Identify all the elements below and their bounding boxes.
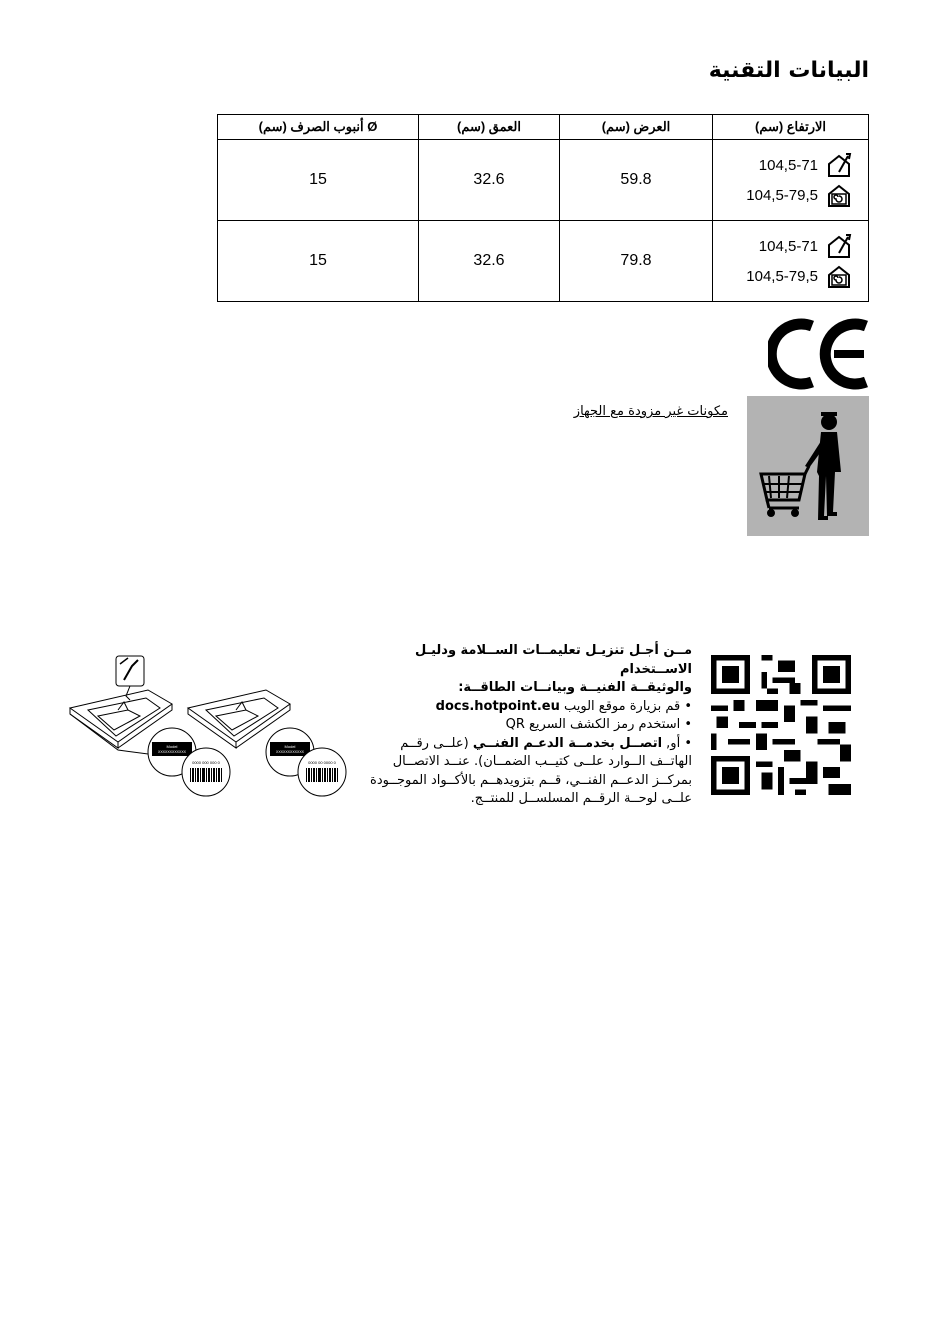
header-depth: العمق (سم) [419, 115, 560, 140]
header-pipe: Ø أنبوب الصرف (سم) [218, 115, 419, 140]
height-extractor-value: 104,5-71 [758, 237, 818, 255]
label-2-brand: Model [284, 744, 296, 749]
header-height: الارتفاع (سم) [713, 115, 869, 140]
cell-depth: 32.6 [419, 140, 560, 221]
label-1-serial: 0000 000 000 0 [192, 760, 220, 765]
label-1-code: XXXXXXXXXXXX [157, 750, 187, 754]
filter-mode-icon [826, 182, 852, 208]
label-1-brand: Model [166, 744, 178, 749]
documentation-info [358, 642, 692, 809]
cell-pipe: 15 [218, 221, 419, 302]
website-link[interactable]: docs.hotpoint.eu [435, 698, 560, 714]
table-row [218, 140, 869, 221]
cell-depth: 32.6 [419, 221, 560, 302]
filter-mode-icon [826, 263, 852, 289]
info-bullet-qr: • استخدم رمز الكشف السريع QR [505, 717, 692, 732]
bullet-support-rest: (علــى رقــم الهاتــف الــوارد علــى كتيــب الضمــان). عنــد الاتصــال بمركــز الدعــم الفنــي، قــم بتزويدهــم بالأكــواد الموجــودة علــى لوحــة الرقــم المسلســل للمنتــج. [370, 735, 692, 806]
shopping-cart-figure [747, 396, 869, 536]
cell-pipe: 15 [218, 140, 419, 221]
label-2-serial: 0000 00 0000 0 [308, 760, 336, 765]
height-extractor-value: 104,5-71 [758, 156, 818, 174]
height-filter-value: 104,5-79,5 [746, 267, 818, 285]
components-not-supplied-label: مكونات غير مزودة مع الجهاز [573, 404, 728, 419]
bullet-support-prefix: • أو, [666, 735, 692, 751]
extractor-mode-icon [826, 233, 852, 259]
ce-mark-icon [768, 318, 870, 390]
table-row [218, 221, 869, 302]
cell-height [713, 221, 869, 302]
extractor-mode-icon [826, 152, 852, 178]
qr-code-icon [711, 655, 851, 795]
table-header-row [218, 115, 869, 140]
info-bullet-website [358, 698, 692, 717]
info-heading-line2: والوثيقــة الفنيــة وبيانــات الطاقــة: [458, 680, 692, 695]
cell-width: 59.8 [560, 140, 713, 221]
header-width: العرض (سم) [560, 115, 713, 140]
info-heading-line1: مــن أجـل تنزيـل تعليمــات الســلامة ودليـل الاســتخدام [415, 643, 692, 677]
info-bullet-support [358, 735, 692, 809]
bullet-website-text: • قم بزيارة موقع الويب [563, 698, 692, 714]
height-filter-value: 104,5-79,5 [746, 186, 818, 204]
cell-width: 79.8 [560, 221, 713, 302]
page-title: البيانات التقنية [708, 58, 869, 83]
spec-table [217, 114, 869, 302]
serial-plate-illustration [68, 650, 348, 800]
person-with-cart-icon [747, 396, 869, 536]
label-2-code: XXXXXXXXXXXX [275, 750, 305, 754]
bullet-support-bold: اتصــل بخدمــة الدعـم الفنــي [472, 735, 663, 751]
cell-height [713, 140, 869, 221]
